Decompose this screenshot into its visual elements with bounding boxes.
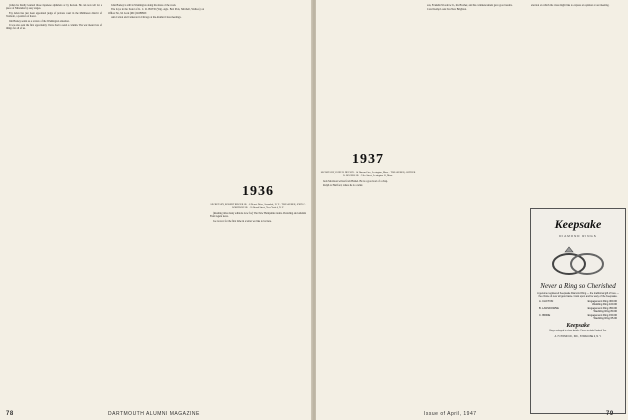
right-page-number: 79 xyxy=(606,411,614,417)
ad-price-list xyxy=(539,300,617,320)
paragraph: John Barkey is still in Washington doing his share of the work. xyxy=(111,4,177,7)
paragraph: election on which the class might like to express an opinion at our meeting. xyxy=(531,4,610,7)
paragraph: Rolph to Hartford, where he is a teller. xyxy=(323,184,363,188)
right-column-1 xyxy=(320,4,416,396)
right-page xyxy=(316,0,628,420)
paragraph: Jim Barkey sends us a review of the Washington situation. xyxy=(9,19,70,23)
class-year-heading: 1936 xyxy=(242,184,274,199)
right-column-3 xyxy=(528,4,624,204)
left-page xyxy=(0,0,312,420)
price-row: A. CLIFTON Engagement Ring 300.00 xyxy=(539,300,617,303)
price-row: B. LANSDOWNE Engagement Ring 350.00 xyxy=(539,306,617,310)
ad-brand: Keepsake xyxy=(554,217,602,231)
paragraph: It was also sent the first opportunity I have had to send a column. The war meant lots of things for all of us. xyxy=(6,24,102,31)
right-footer-title: Issue of April, 1947 xyxy=(424,411,477,417)
paragraph: The boys in the Saaid of K. C. R. BOYD (Wig. Agts. Bob Pick, Mitchell, Wallace) on Officer M., M. Luck (MC) ROBERT. xyxy=(108,8,204,15)
price-row: Wedding Ring 80.00 xyxy=(593,310,617,314)
paragraph: Jack Morrison writes from Hamel. He is a good sort of a chap. xyxy=(323,180,388,183)
left-column-1 xyxy=(6,4,102,396)
paragraph: Ann Colton and Cameron in Chicago at the Alumni Class meetings. xyxy=(111,16,182,20)
class-officers: SECRETARY, ROBERT RIEGER JR. · 8 Desert Drive, Scarsdale, N. Y. · TREASURER, JOHN C. ROBINSON JR. · 55 Broad Street, New York 4, N. Y. xyxy=(210,203,306,209)
paragraph: Carol Kemp Louis Tea New Brighton. xyxy=(427,8,467,12)
keepsake-advertisement xyxy=(530,208,626,414)
left-page-number: 78 xyxy=(6,411,14,417)
ad-logo: Keepsake xyxy=(566,323,590,330)
price-row: Wedding Ring 65.00 xyxy=(593,317,617,321)
paragraph: (Reading time many editions now for) The New Hampshire items. Presiding and Alumni Fund Agent news. xyxy=(210,212,306,219)
ad-fineprint: Rings enlarged to show details. Prices include Federal Tax. xyxy=(549,330,607,333)
price-row: C. BRIDE Engagement Ring 150.00 xyxy=(539,313,617,317)
paragraph: (when he finally learned those Japanese alphabets or by heaven. He can now tell for a piece of Nihonsha by easy stages. xyxy=(6,4,102,11)
class-year-heading: 1937 xyxy=(352,152,384,167)
rings-icon xyxy=(543,244,613,280)
price-row: Wedding Ring 100.00 xyxy=(592,303,617,307)
ad-brand-sub: DIAMOND RINGS xyxy=(559,234,597,238)
ad-body: A genuine registered Keepsake Diamond Ring — the traditional gift of love — the choice of over all good taste. Insist upon and be wary of the Keepsake. xyxy=(537,292,619,298)
left-column-2 xyxy=(108,4,204,396)
right-column-2 xyxy=(424,4,520,396)
class-officers: SECRETARY, JOHN H. DEVLIN · 14 Harvard Ave, Lexington, Mass. · TREASURER, ARTHUR R. ROGERS JR. · 9 Ice Street, Lexington 15, Mass. xyxy=(320,171,416,177)
paragraph: Joe is now for the first time in a letter we like to be here. xyxy=(213,219,272,223)
ad-footer: A. H. POND CO., INC., SYRACUSE 2, N. Y. xyxy=(554,335,602,339)
paragraph: son, Franklin Woodrow Jr., his Brother, and his commencement gave good results. xyxy=(427,4,513,7)
paragraph: Fay Allen has just been appointed judge of probate court in the Middlesex district of Vermont, a position of honor. xyxy=(6,11,102,19)
left-footer-title: DARTMOUTH ALUMNI MAGAZINE xyxy=(108,411,200,417)
ad-slogan: Never a Ring so Cherished xyxy=(540,282,616,290)
left-column-3 xyxy=(210,4,306,396)
